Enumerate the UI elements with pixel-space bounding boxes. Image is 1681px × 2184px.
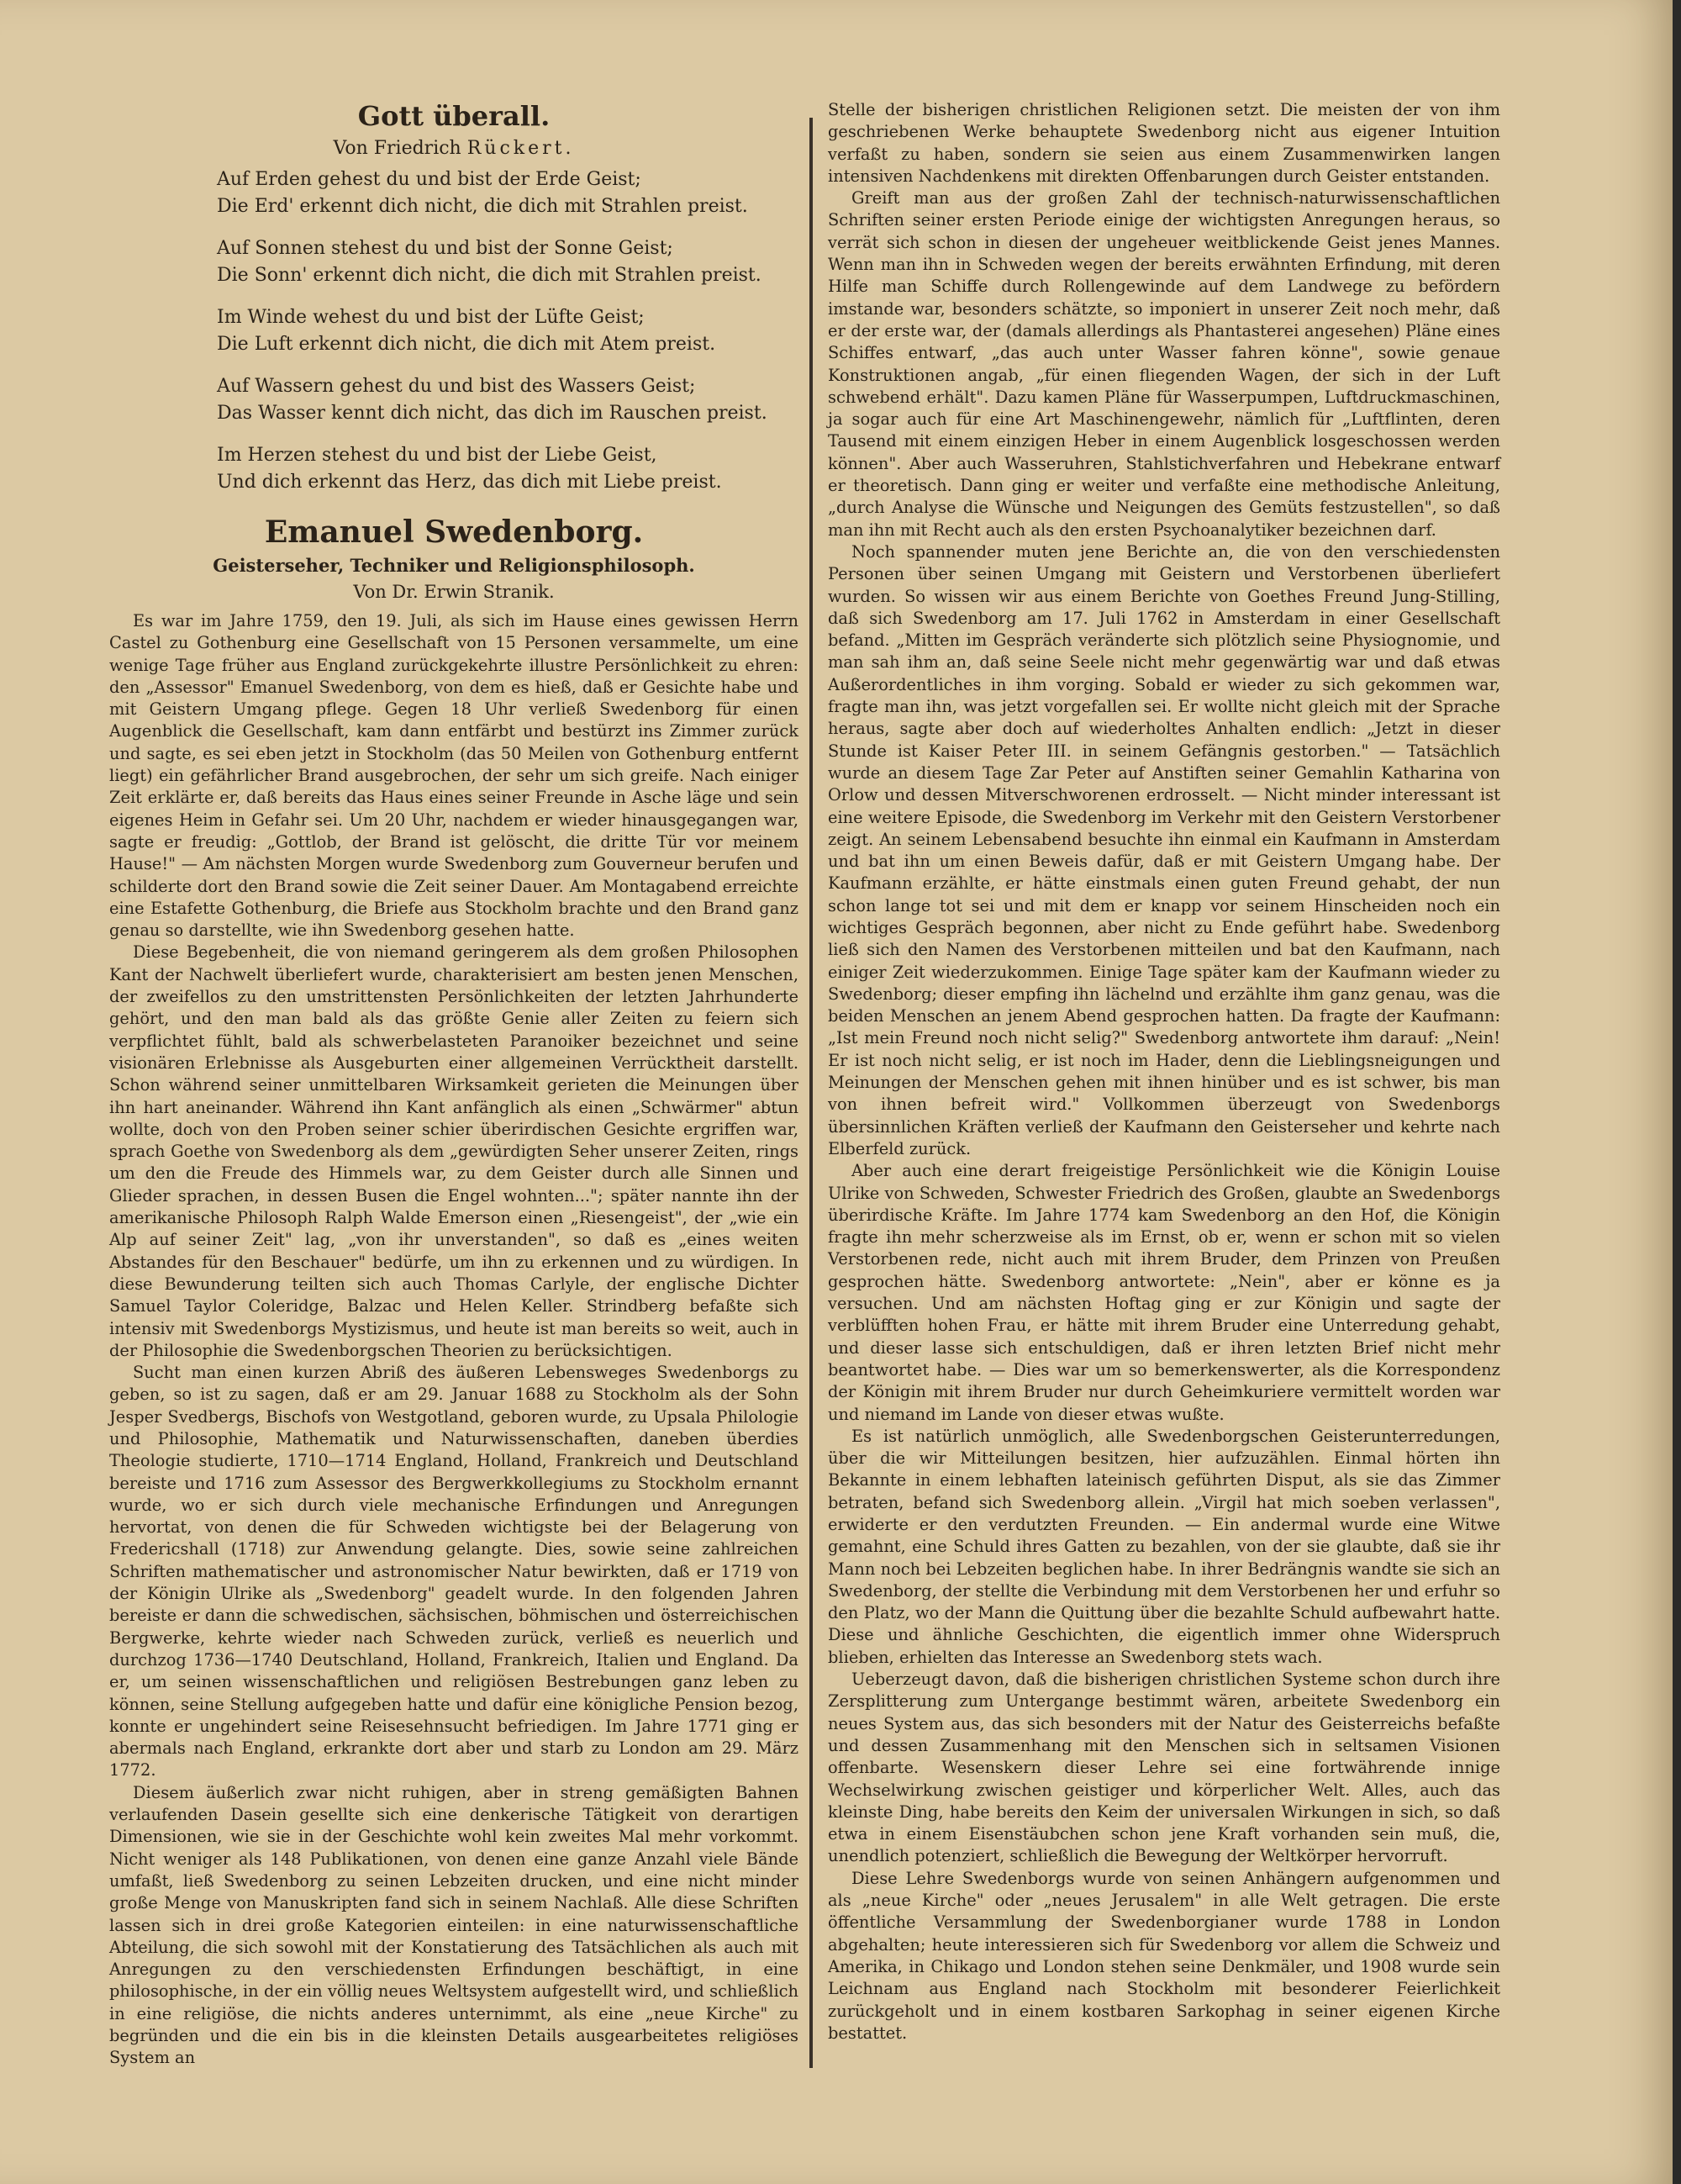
- article-byline: Von Dr. Erwin Stranik.: [353, 582, 555, 602]
- poem-line: Auf Wassern gehest du und bist des Wassers Geist;: [217, 376, 696, 397]
- poem-stanza: [116, 304, 798, 358]
- poem-line: Im Winde wehest du und bist der Lüfte Geist;: [217, 307, 645, 328]
- article-paragraph: Stelle der bisherigen christlichen Religionen setzt. Die meisten der von ihm geschriebenen Werke behauptete Swedenborg nicht aus eigener Intuition verfaßt zu haben, sondern sie seien aus einem Zusammenwirken langen intensiven Nachdenkens mit direkten Offenbarungen durch Geister entstanden.: [828, 100, 1500, 186]
- article-subtitle: Geisterseher, Techniker und Religionsphilosoph.: [213, 555, 695, 576]
- poem-stanza: [116, 235, 798, 289]
- column-divider: [809, 118, 813, 2068]
- article-paragraph: Diese Lehre Swedenborgs wurde von seinen Anhängern aufgenommen und als „neue Kirche" oder „neues Jerusalem" in alle Welt getragen. Die erste öffentliche Versammlung der Swedenborgianer wurde 1788 in London abgehalten; heute interessieren sich für Swedenborg vor allem die Schweiz und Amerika, in Chikago und London stehen seine Denkmäler, und 1908 wurde sein Leichnam aus England nach Stockholm mit besonderer Feierlichkeit zurückgeholt und in einem kostbaren Sarkophag in seiner eigenen Kirche bestattet.: [828, 1868, 1500, 2043]
- poem-author: Rückert.: [466, 138, 575, 159]
- article-paragraph: Greift man aus der großen Zahl der technisch-naturwissenschaftlichen Schriften seiner ersten Periode einige der wichtigsten Anregungen heraus, so verrät sich schon in diesen der ungeheuer weitblickende Geist jenes Mannes. Wenn man ihn in Schweden wegen der bereits erwähnten Erfindung, mit deren Hilfe man Schiffe durch Rollengewinde auf dem Landwege zu befördern imstande war, besonders schätzte, so imponiert in unserer Zeit noch mehr, daß er der erste war, der (damals allerdings als Phantasterei angesehen) Pläne eines Schiffes entwarf, „das auch unter Wasser fahren könne", sowie genaue Konstruktionen angab, „für einen fliegenden Wagen, der sich in der Luft schwebend erhält". Dazu kamen Pläne für Wasserpumpen, Luftdruckmaschinen, ja sogar auch für eine Art Maschinengewehr, nämlich für „Luftflinten, deren Tausend mit einem einzigen Heber in einem Augenblick losgeschossen werden können". Aber auch Wasseruhren, Stahlstichverfahren und Hebekrane entwarf er theoretisch. Dann ging er weiter und verfaßte eine methodische Anleitung, „durch Analyse die Wünsche und Neigungen des Gemüts festzustellen", so daß man ihn mit Recht auch als den ersten Psychoanalytiker bezeichnen darf.: [828, 188, 1500, 540]
- poem-stanza: [116, 166, 798, 220]
- article-paragraph: Ueberzeugt davon, daß die bisherigen christlichen Systeme schon durch ihre Zersplitterung zum Untergange bestimmt wären, arbeitete Swedenborg ein neues System aus, das sich besonders mit der Natur des Geisterreichs befaßte und dessen Zusammenhang mit den Menschen sich in seltsamen Visionen offenbarte. Wesenskern dieser Lehre sei eine fortwährende innige Wechselwirkung zwischen geistiger und körperlicher Welt. Alles, auch das kleinste Ding, habe bereits den Keim der universalen Wirkungen in sich, so daß etwa in einem Eisenstäubchen schon jene Kraft vorhanden sein muß, die, unendlich potenziert, schließlich die Bewegung der Weltkörper hervorruft.: [828, 1670, 1500, 1866]
- article-paragraph: Es war im Jahre 1759, den 19. Juli, als sich im Hause eines gewissen Herrn Castel zu Gothenburg eine Gesellschaft von 15 Personen versammelte, um eine wenige Tage früher aus England zurückgekehrte illustre Persönlichkeit zu ehren: den „Assessor" Emanuel Swedenborg, von dem es hieß, daß er Gesichte habe und mit Geistern Umgang pflege. Gegen 18 Uhr verließ Swedenborg für einen Augenblick die Gesellschaft, kam dann entfärbt und bestürzt ins Zimmer zurück und sagte, es sei eben jetzt in Stockholm (das 50 Meilen von Gothenburg entfernt liegt) ein gefährlicher Brand ausgebrochen, der sehr um sich greife. Nach einiger Zeit erklärte er, daß bereits das Haus eines seiner Freunde in Asche läge und sein eigenes Heim in Gefahr sei. Um 20 Uhr, nachdem er wieder hinausgegangen war, sagte er freudig: „Gottlob, der Brand ist gelöscht, die dritte Tür vor meinem Hause!" — Am nächsten Morgen wurde Swedenborg zum Gouverneur berufen und schilderte dort den Brand sowie die Zeit seiner Dauer. Am Montagabend erreichte eine Estafette Gothenburg, die Briefe aus Stockholm brachte und den Brand ganz genau so darstellte, wie ihn Swedenborg gesehen hatte.: [109, 611, 798, 941]
- article-paragraph: Sucht man einen kurzen Abriß des äußeren Lebensweges Swedenborgs zu geben, so ist zu sagen, daß er am 29. Januar 1688 zu Stockholm als der Sohn Jesper Svedbergs, Bischofs von Westgotland, geboren wurde, zu Upsala Philologie und Philosophie, Mathematik und Naturwissenschaften, daneben überdies Theologie studierte, 1710—1714 England, Holland, Frankreich und Deutschland bereiste und 1716 zum Assessor des Bergwerkkollegiums zu Stockholm ernannt wurde, wo er sich durch viele mechanische Erfindungen und Anregungen hervortat, von denen die für Schweden wichtigste bei der Belagerung von Fredericshall (1718) zur Anwendung gelangte. Dies, sowie seine zahlreichen Schriften mathematischer und astronomischer Natur bewirkten, daß er 1719 von der Königin Ulrike als „Swedenborg" geadelt wurde. In den folgenden Jahren bereiste er dann die schwedischen, sächsischen, böhmischen und österreichischen Bergwerke, kehrte wieder nach Schweden zurück, verließ es neuerlich und durchzog 1736—1740 Deutschland, Holland, Frankreich, Italien und England. Da er, um seinen wissenschaftlichen und religiösen Bestrebungen ganz leben zu können, seine Stellung aufgegeben hatte und dafür eine königliche Pension bezog, konnte er ungehindert seine Reisesehnsucht befriedigen. Im Jahre 1771 ging er abermals nach England, erkrankte dort aber und starb zu London am 29. März 1772.: [109, 1363, 798, 1780]
- poem-byline: [109, 136, 798, 161]
- poem-line: Und dich erkennt das Herz, das dich mit Liebe preist.: [217, 472, 722, 493]
- poem-byline-prefix: Von Friedrich: [333, 138, 461, 159]
- poem-stanza: [116, 373, 798, 427]
- poem-title: Gott überall.: [357, 100, 551, 132]
- article-paragraph: Noch spannender muten jene Berichte an, die von den verschiedensten Personen über seinen Umgang mit Geistern und Verstorbenen überliefert wurden. So wissen wir aus einem Berichte von Goethes Freund Jung-Stilling, daß sich Swedenborg am 17. Juli 1762 in Amsterdam in einer Gesellschaft befand. „Mitten im Gespräch veränderte sich plötzlich seine Physiognomie, und man sah ihm an, daß seine Seele nicht mehr gegenwärtig war und daß etwas Außerordentliches in ihm vorging. Sobald er wieder zu sich gekommen war, fragte man ihn, was jetzt vorgefallen sei. Er wollte nicht gleich mit der Sprache heraus, sagte aber doch auf wiederholtes Anhalten endlich: „Jetzt in dieser Stunde ist Kaiser Peter III. in seinem Gefängnis gestorben." — Tatsächlich wurde an diesem Tage Zar Peter auf Anstiften seiner Gemahlin Katharina von Orlow und dessen Mitverschworenen erdrosselt. — Nicht minder interessant ist eine weitere Episode, die Swedenborg im Verkehr mit den Geistern Verstorbener zeigt. An seinem Lebensabend besuchte ihn einmal ein Kaufmann in Amsterdam und bat ihn um einen Beweis dafür, daß er mit Geistern Umgang habe. Der Kaufmann erzählte, er hätte einstmals einen guten Freund gehabt, der nun schon lange tot sei und mit dem er knapp vor seinem Hinscheiden noch ein wichtiges Gespräch begonnen, aber nicht zu Ende geführt habe. Swedenborg ließ sich den Namen des Verstorbenen mitteilen und bat den Kaufmann, nach einiger Zeit wiederzukommen. Einige Tage später kam der Kaufmann wieder zu Swedenborg; dieser empfing ihn lächelnd und erzählte ihm ganz genau, was die beiden Menschen an jenem Abend gesprochen hatten. Da fragte der Kaufmann: „Ist mein Freund noch nicht selig?" Swedenborg antwortete ihm darauf: „Nein! Er ist noch nicht selig, er ist noch im Hader, denn die Lieblingsneigungen und Meinungen der Menschen gehen mit ihnen hinüber und es ist schwer, bis man von ihnen befreit wird." Vollkommen überzeugt von Swedenborgs übersinnlichen Kräften verließ der Kaufmann den Geisterseher und kehrte nach Elberfeld zurück.: [828, 541, 1500, 1158]
- article-paragraph: Diesem äußerlich zwar nicht ruhigen, aber in streng gemäßigten Bahnen verlaufenden Dasein gesellte sich eine denkerische Tätigkeit von derartigen Dimensionen, wie sie in der Geschichte wohl kein zweites Mal mehr vorkommt. Nicht weniger als 148 Publikationen, von denen eine ganze Anzahl viele Bände umfaßt, ließ Swedenborg zu seinen Lebzeiten drucken, und eine nicht minder große Menge von Manuskripten fand sich in seinem Nachlaß. Alle diese Schriften lassen sich in drei große Kategorien einteilen: in eine naturwissenschaftliche Abteilung, die sich sowohl mit der Konstatierung des Tatsächlichen als auch mit Anregungen zu den verschiedensten Erfindungen beschäftigt, in eine philosophische, in der ein völlig neues Weltsystem aufgestellt wird, und schließlich in eine religiöse, die nichts anderes unternimmt, als eine „neue Kirche" zu begründen und die ein bis in die kleinsten Details ausgearbeitetes religiöses System an: [109, 1782, 798, 2068]
- article-title: Emanuel Swedenborg.: [264, 514, 644, 550]
- poem-line: Im Herzen stehest du und bist der Liebe Geist,: [217, 445, 657, 466]
- poem-line: Die Erd' erkennt dich nicht, die dich mit Strahlen preist.: [217, 196, 748, 217]
- right-column: [828, 99, 1500, 2044]
- poem-line: Auf Erden gehest du und bist der Erde Geist;: [217, 169, 641, 190]
- article-paragraph: Es ist natürlich unmöglich, alle Swedenborgschen Geisterunterredungen, über die wir Mitteilungen besitzen, hier aufzuzählen. Einmal hörten ihn Bekannte in einem lebhaften lateinisch geführten Disput, als sie das Zimmer betraten, befand sich Swedenborg allein. „Virgil hat mich soeben verlassen", erwiderte er den verdutzten Freunden. — Ein andermal wurde eine Witwe gemahnt, eine Schuld ihres Gatten zu bezahlen, von der sie glaubte, daß sie ihr Mann noch bei Lebzeiten beglichen habe. In ihrer Bedrängnis wandte sie sich an Swedenborg, der stellte die Verbindung mit dem Verstorbenen her und erfuhr so den Platz, wo der Mann die Quittung über die bezahlte Schuld aufbewahrt hatte. Diese und ähnliche Geschichten, die eigentlich immer ohne Widerspruch blieben, erhielten das Interesse an Swedenborg stets wach.: [828, 1426, 1500, 1667]
- poem-line: Auf Sonnen stehest du und bist der Sonne Geist;: [217, 238, 673, 259]
- poem-stanza: [116, 442, 798, 496]
- article-paragraph: Aber auch eine derart freigeistige Persönlichkeit wie die Königin Louise Ulrike von Schweden, Schwester Friedrich des Großen, glaubte an Swedenborgs überirdische Kräfte. Im Jahre 1774 kam Swedenborg an den Hof, die Königin fragte ihn mehr scherzweise als im Ernst, ob er, wenn er schon mit so vielen Verstorbenen rede, nicht auch mit ihrem Bruder, dem Prinzen von Preußen gesprochen hätte. Swedenborg antwortete: „Nein", aber er könne es ja versuchen. Und am nächsten Hoftag ging er zur Königin und sagte der verblüfften hohen Frau, er hätte mit ihrem Bruder eine Unterredung gehabt, und dieser lasse sich entschuldigen, daß er ihren letzten Brief nicht mehr beantwortet habe. — Dies war um so bemerkenswerter, als die Korrespondenz der Königin mit ihrem Bruder nur durch Geheimkuriere vermittelt worden war und niemand im Lande von dieser etwas wußte.: [828, 1161, 1500, 1424]
- poem-line: Das Wasser kennt dich nicht, das dich im Rauschen preist.: [217, 403, 767, 424]
- article-paragraph: Diese Begebenheit, die von niemand geringerem als dem großen Philosophen Kant der Nachwelt überliefert wurde, charakterisiert am besten jenen Menschen, der zweifellos zu den umstrittensten Persönlichkeiten der letzten Jahrhunderte gehört, und den man bald als das größte Genie aller Zeiten zu feiern sich verpflichtet fühlt, bald als schwerbelasteten Paranoiker bezeichnet und seine visionären Erlebnisse als Ausgeburten einer allgemeinen Verrücktheit darstellt. Schon während seiner unmittelbaren Wirksamkeit gerieten die Meinungen über ihn hart aneinander. Während ihn Kant anfänglich als einen „Schwärmer" abtun wollte, doch von den Proben seiner schier überirdischen Gesichte ergriffen war, sprach Goethe von Swedenborg als dem „gewürdigten Seher unserer Zeiten, rings um den die Freude des Himmels war, zu dem Geister durch alle Sinnen und Glieder sprachen, in dessen Busen die Engel wohnten..."; später nannte ihn der amerikanische Philosoph Ralph Walde Emerson einen „Riesengeist", der „wie ein Alp auf seiner Zeit" lag, „von ihr unverstanden", so daß es „eines weiten Abstandes für den Beschauer" bedürfe, um ihn zu erkennen und zu würdigen. In diese Bewunderung teilten sich auch Thomas Carlyle, der englische Dichter Samuel Taylor Coleridge, Balzac und Helen Keller. Strindberg befaßte sich intensiv mit Swedenborgs Mystizismus, und heute ist man bereits so weit, auch in der Philosophie die Swedenborgschen Theorien zu berücksichtigen.: [109, 942, 798, 1360]
- poem-line: Die Luft erkennt dich nicht, die dich mit Atem preist.: [217, 334, 716, 355]
- left-column: [109, 99, 798, 2070]
- poem-line: Die Sonn' erkennt dich nicht, die dich mit Strahlen preist.: [217, 265, 761, 286]
